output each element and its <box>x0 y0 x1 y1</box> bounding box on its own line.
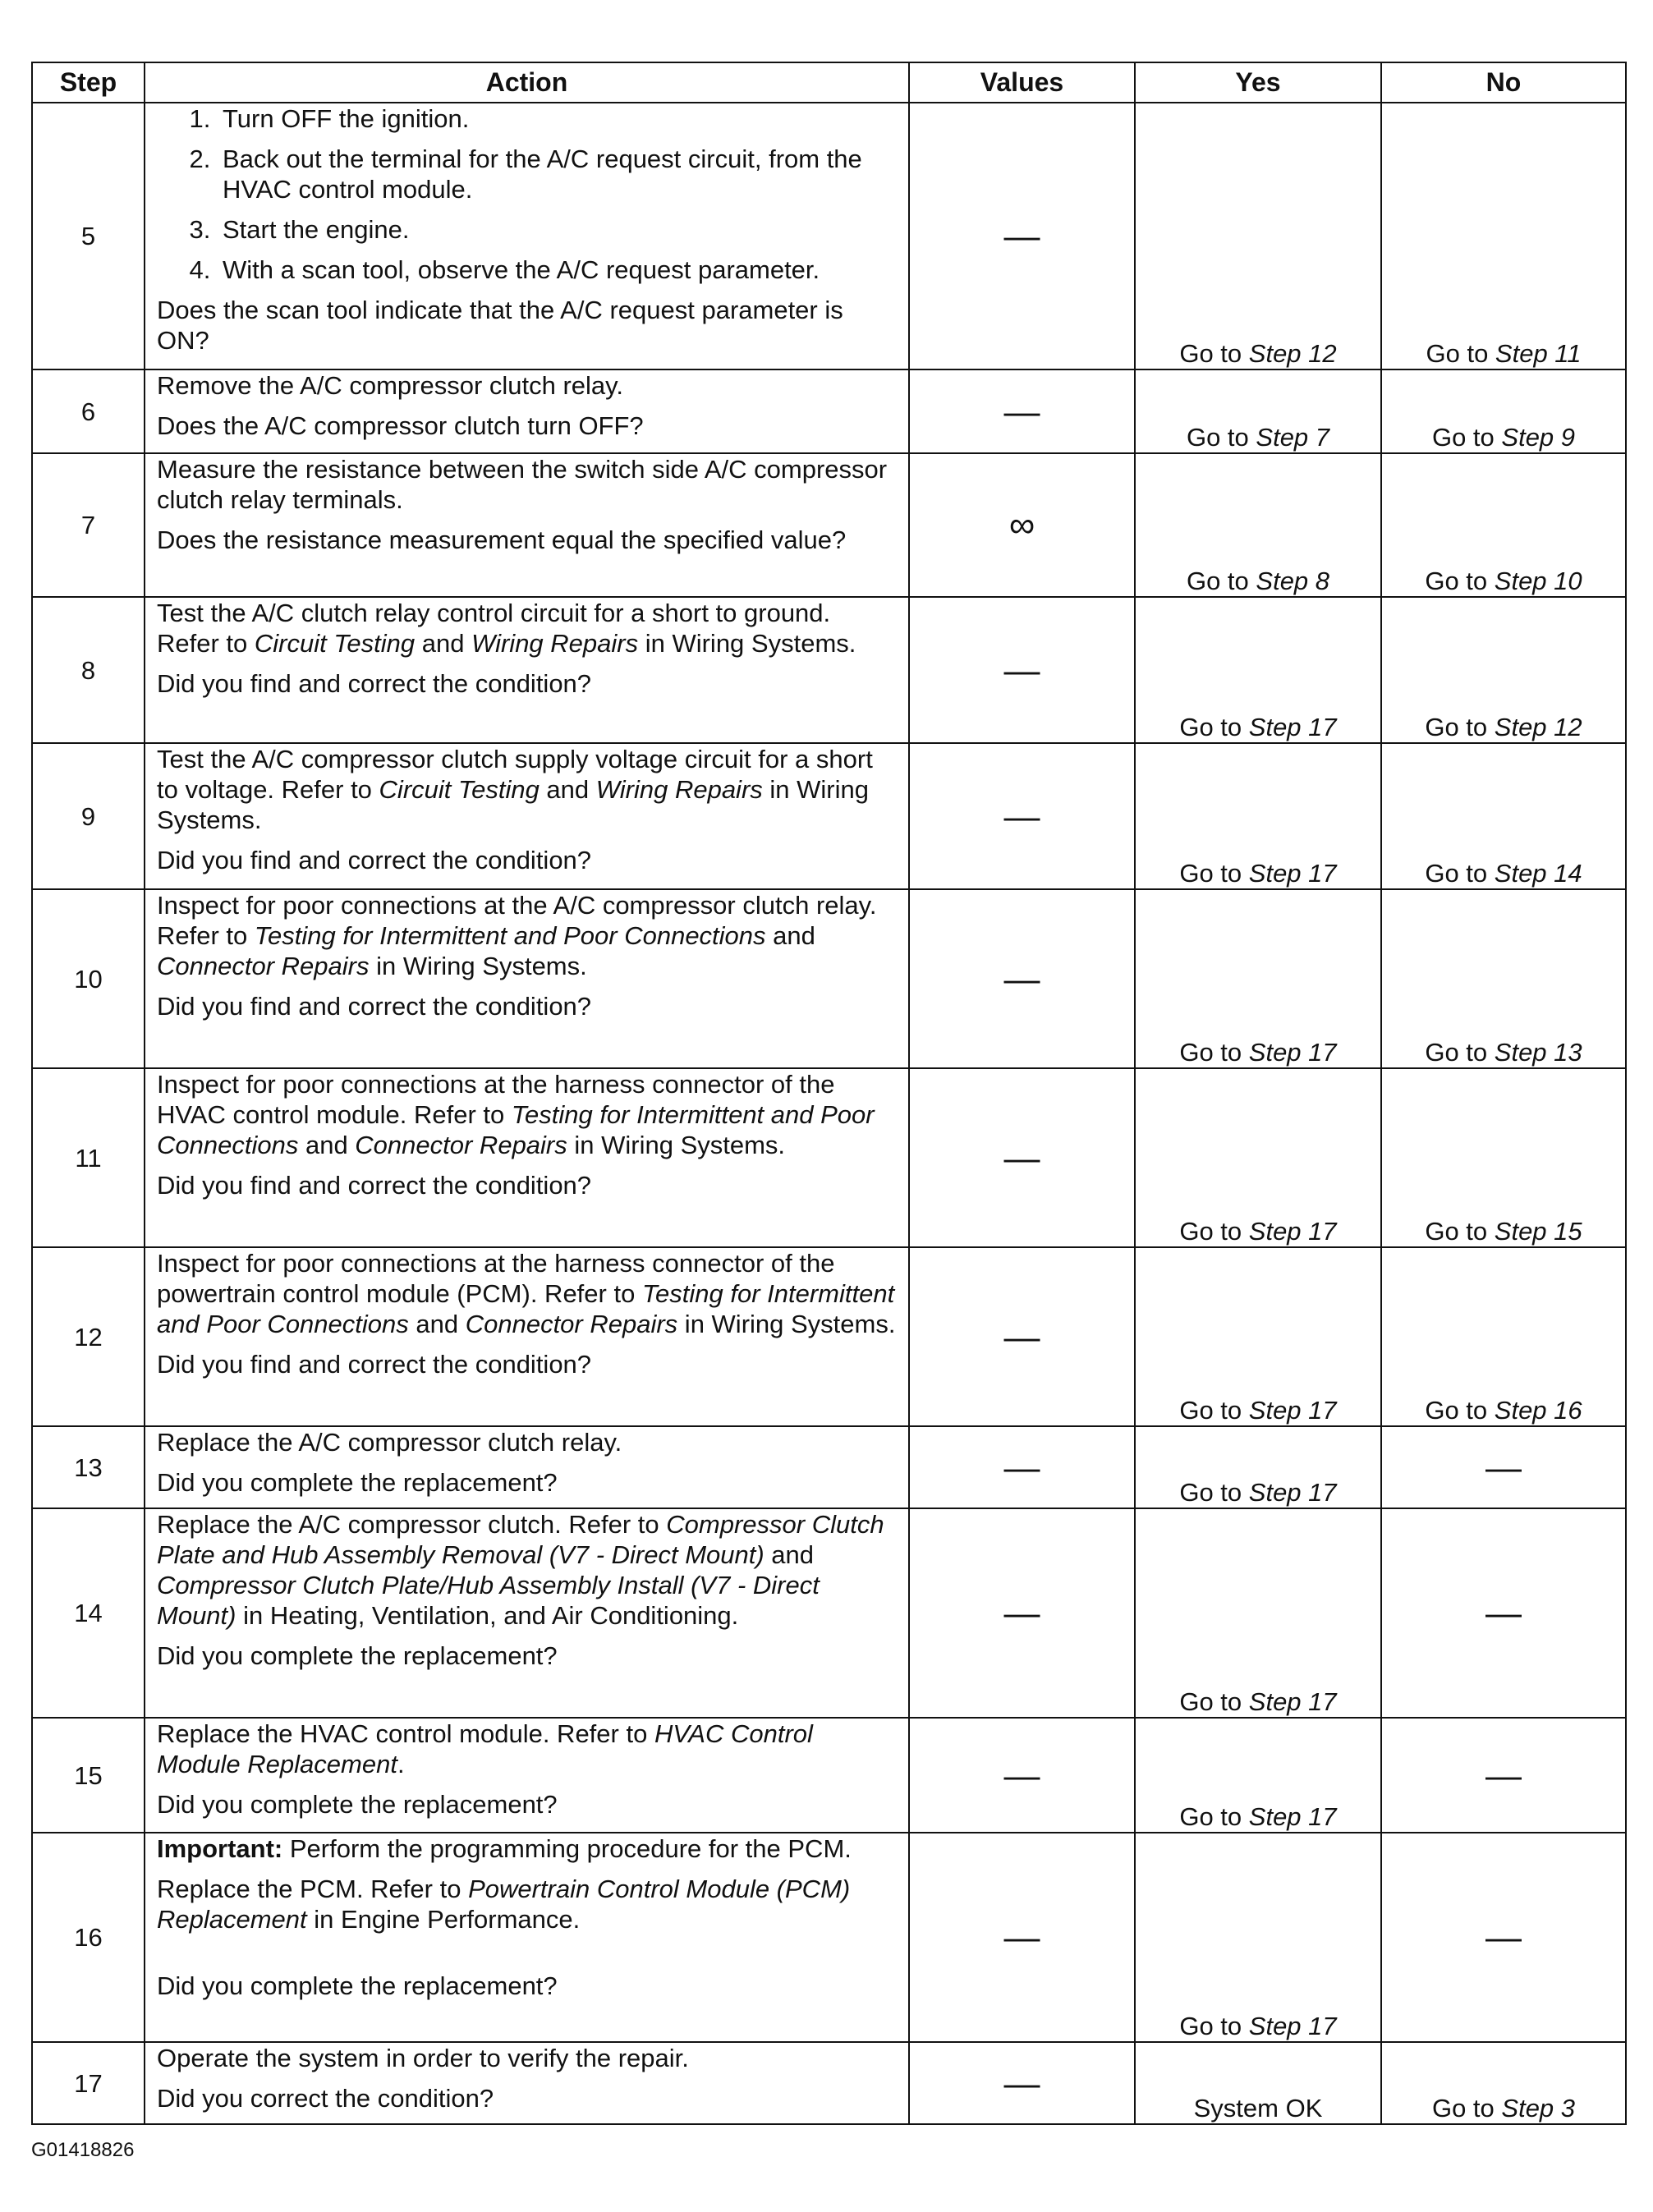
go-to-label: Go to <box>1425 1396 1495 1425</box>
question-text: Did you find and correct the condition? <box>157 1171 592 1200</box>
header-no: No <box>1381 62 1626 103</box>
yes-cell <box>1135 2042 1381 2124</box>
question-text: Did you find and correct the condition? <box>157 846 592 874</box>
values-cell: — <box>909 103 1135 369</box>
action-text-part: in Engine Performance. <box>306 1905 581 1934</box>
values-cell: — <box>909 1426 1135 1508</box>
go-to-label: Go to <box>1431 2094 1502 2123</box>
action-text-part: Replace the A/C compressor clutch. Refer to <box>157 1510 667 1539</box>
values-cell: — <box>909 1247 1135 1426</box>
no-cell <box>1381 453 1626 597</box>
no-cell: — <box>1381 1718 1626 1833</box>
important-text: Perform the programming procedure for the PCM. <box>282 1834 852 1863</box>
step-number: 8 <box>32 597 145 743</box>
step-number: 9 <box>32 743 145 889</box>
action-text: Measure the resistance between the switch side A/C compressor clutch relay terminals. <box>157 455 888 514</box>
action-text-part: Test the A/C compressor clutch supply voltage circuit for a short to voltage. Refer to <box>157 745 873 804</box>
yes-cell <box>1135 1068 1381 1247</box>
yes-cell <box>1135 889 1381 1068</box>
go-to-label: Go to <box>1179 1687 1249 1716</box>
yes-cell <box>1135 1247 1381 1426</box>
go-to-label: Go to <box>1179 859 1249 888</box>
step-link: Step 17 <box>1248 713 1337 741</box>
no-cell <box>1381 369 1626 453</box>
yes-cell <box>1135 1718 1381 1833</box>
no-cell <box>1381 1068 1626 1247</box>
action-text-part: and <box>298 1131 356 1159</box>
action-text-part: Inspect for poor connections at the A/C compressor clutch relay. Refer to <box>157 891 877 950</box>
reference-link: Testing for Intermittent and Poor Connections <box>157 1279 895 1338</box>
step-link: Step 17 <box>1248 1687 1337 1716</box>
action-cell <box>145 597 909 743</box>
step-number: 7 <box>32 453 145 597</box>
step-link: Step 17 <box>1248 1396 1337 1425</box>
action-text <box>157 890 897 981</box>
action-text-part: in Wiring Systems. <box>677 1310 896 1338</box>
table-row <box>32 1833 1626 2042</box>
step-number: 17 <box>32 2042 145 2124</box>
yes-cell <box>1135 743 1381 889</box>
action-cell <box>145 1247 909 1426</box>
yes-cell <box>1135 453 1381 597</box>
question-text: Does the A/C compressor clutch turn OFF? <box>157 411 644 440</box>
no-cell <box>1381 1247 1626 1426</box>
question-text: Did you find and correct the condition? <box>157 669 592 698</box>
values-cell: — <box>909 1718 1135 1833</box>
go-to-label: Go to <box>1425 1217 1495 1246</box>
action-text-part: . <box>397 1750 405 1778</box>
reference-link: Compressor Clutch Plate and Hub Assembly Removal (V7 - Direct Mount) <box>157 1510 884 1569</box>
go-to-label: Go to <box>1431 423 1502 452</box>
values-cell: — <box>909 1508 1135 1718</box>
table-row <box>32 453 1626 597</box>
step-link: Step 17 <box>1248 859 1337 888</box>
action-text-part: in Heating, Ventilation, and Air Conditioning. <box>236 1601 739 1630</box>
step-link: Step 17 <box>1248 1478 1337 1507</box>
reference-link: Powertrain Control Module (PCM) Replacement <box>157 1875 851 1934</box>
go-to-label: Go to <box>1425 859 1495 888</box>
action-text <box>157 1248 897 1339</box>
reference-link: Wiring Repairs <box>471 629 639 658</box>
system-ok-label: System OK <box>1193 2094 1323 2123</box>
action-text-part: Inspect for poor connections at the harness connector of the powertrain control module (PCM). Refer to <box>157 1249 835 1308</box>
no-cell <box>1381 103 1626 369</box>
step-link: Step 17 <box>1248 1802 1337 1831</box>
action-text-part: in Wiring Systems. <box>638 629 856 658</box>
action-cell <box>145 1068 909 1247</box>
reference-link: Connector Repairs <box>465 1310 678 1338</box>
go-to-label: Go to <box>1179 1478 1249 1507</box>
step-number: 13 <box>32 1426 145 1508</box>
reference-link: Testing for Intermittent and Poor Connections <box>254 921 766 950</box>
header-yes: Yes <box>1135 62 1381 103</box>
question-text: Did you complete the replacement? <box>157 1790 558 1819</box>
action-text <box>157 1719 897 1779</box>
reference-link: Connector Repairs <box>157 952 370 980</box>
header-values: Values <box>909 62 1135 103</box>
action-text: Operate the system in order to verify the repair. <box>157 2044 689 2072</box>
go-to-label: Go to <box>1179 2012 1249 2040</box>
values-cell: — <box>909 889 1135 1068</box>
reference-link: Testing for Intermittent and Poor Connections <box>157 1100 875 1159</box>
go-to-label: Go to <box>1425 713 1495 741</box>
step-number: 12 <box>32 1247 145 1426</box>
action-text: Replace the A/C compressor clutch relay. <box>157 1428 622 1457</box>
action-text-part: and <box>764 1540 815 1569</box>
action-step: 4. With a scan tool, observe the A/C request parameter. <box>218 255 897 285</box>
action-cell <box>145 1426 909 1508</box>
step-link: Step 16 <box>1494 1396 1582 1425</box>
action-text-part: Test the A/C clutch relay control circuit for a short to ground. Refer to <box>157 599 831 658</box>
action-text-part: Replace the PCM. Refer to <box>157 1875 469 1903</box>
no-cell <box>1381 889 1626 1068</box>
question-text: Did you complete the replacement? <box>157 1971 558 2000</box>
header-row <box>32 62 1626 103</box>
table-row <box>32 743 1626 889</box>
table-row <box>32 1508 1626 1718</box>
action-cell <box>145 103 909 369</box>
values-cell: — <box>909 1068 1135 1247</box>
table-row <box>32 1718 1626 1833</box>
no-cell <box>1381 597 1626 743</box>
action-cell <box>145 1508 909 1718</box>
table-row <box>32 103 1626 369</box>
step-number: 16 <box>32 1833 145 2042</box>
question-text: Did you find and correct the condition? <box>157 1350 592 1379</box>
header-action: Action <box>145 62 909 103</box>
action-step: 3. Start the engine. <box>218 214 897 245</box>
go-to-label: Go to <box>1186 423 1256 452</box>
values-cell: — <box>909 2042 1135 2124</box>
yes-cell <box>1135 369 1381 453</box>
action-step: 2. Back out the terminal for the A/C request circuit, from the HVAC control module. <box>218 144 897 204</box>
step-link: Step 17 <box>1248 1038 1337 1067</box>
question-text: Did you complete the replacement? <box>157 1468 558 1497</box>
figure-id: G01418826 <box>31 2139 135 2161</box>
step-link: Step 15 <box>1494 1217 1582 1246</box>
go-to-label: Go to <box>1179 1038 1249 1067</box>
important-note <box>157 1833 897 1864</box>
values-cell: — <box>909 1833 1135 2042</box>
action-cell <box>145 453 909 597</box>
action-cell <box>145 369 909 453</box>
table-row <box>32 1426 1626 1508</box>
question-text: Did you find and correct the condition? <box>157 992 592 1021</box>
values-cell: — <box>909 369 1135 453</box>
no-cell: — <box>1381 1833 1626 2042</box>
go-to-label: Go to <box>1179 1396 1249 1425</box>
action-text-part: in Wiring Systems. <box>369 952 587 980</box>
action-text <box>157 744 897 835</box>
action-text <box>157 1069 897 1160</box>
go-to-label: Go to <box>1179 339 1249 368</box>
step-link: Step 8 <box>1256 567 1330 595</box>
no-cell: — <box>1381 1426 1626 1508</box>
step-number: 5 <box>32 103 145 369</box>
action-text-part: in Wiring Systems. <box>567 1131 786 1159</box>
go-to-label: Go to <box>1186 567 1256 595</box>
question-text: Does the scan tool indicate that the A/C request parameter is ON? <box>157 296 843 355</box>
step-link: Step 7 <box>1256 423 1330 452</box>
step-number: 15 <box>32 1718 145 1833</box>
action-cell <box>145 1718 909 1833</box>
go-to-label: Go to <box>1425 1038 1495 1067</box>
action-steps <box>157 103 897 285</box>
reference-link: Wiring Repairs <box>595 775 763 804</box>
reference-link: HVAC Control Module Replacement <box>157 1719 813 1778</box>
action-cell <box>145 1833 909 2042</box>
diagnostic-table <box>31 62 1627 2125</box>
action-text-part: and <box>415 629 472 658</box>
step-link: Step 11 <box>1495 339 1582 368</box>
question-text: Does the resistance measurement equal the specified value? <box>157 525 847 554</box>
step-link: Step 12 <box>1494 713 1582 741</box>
step-number: 10 <box>32 889 145 1068</box>
table-row <box>32 597 1626 743</box>
reference-link: Connector Repairs <box>355 1131 567 1159</box>
reference-link: Circuit Testing <box>379 775 540 804</box>
action-text-part: and <box>539 775 596 804</box>
table-row <box>32 369 1626 453</box>
action-cell <box>145 743 909 889</box>
important-label: Important: <box>157 1834 283 1863</box>
action-text-part: and <box>408 1310 466 1338</box>
yes-cell <box>1135 1426 1381 1508</box>
reference-link: Circuit Testing <box>254 629 416 658</box>
step-number: 6 <box>32 369 145 453</box>
step-link: Step 17 <box>1248 1217 1337 1246</box>
step-link: Step 14 <box>1494 859 1582 888</box>
action-text <box>157 1509 897 1631</box>
action-text <box>157 1874 897 1934</box>
action-step: 1. Turn OFF the ignition. <box>218 103 897 134</box>
step-link: Step 10 <box>1494 567 1582 595</box>
action-text <box>157 598 897 659</box>
go-to-label: Go to <box>1426 339 1495 368</box>
header-step: Step <box>32 62 145 103</box>
table-row <box>32 889 1626 1068</box>
yes-cell <box>1135 1508 1381 1718</box>
no-cell <box>1381 743 1626 889</box>
table-row <box>32 2042 1626 2124</box>
step-number: 14 <box>32 1508 145 1718</box>
action-text-part: and <box>765 921 815 950</box>
step-link: Step 3 <box>1501 2094 1576 2123</box>
table-row <box>32 1247 1626 1426</box>
yes-cell <box>1135 597 1381 743</box>
go-to-label: Go to <box>1179 1217 1249 1246</box>
action-text-part: Inspect for poor connections at the harness connector of the HVAC control module. Refer to <box>157 1070 835 1129</box>
action-text: Remove the A/C compressor clutch relay. <box>157 371 623 400</box>
yes-cell <box>1135 103 1381 369</box>
go-to-label: Go to <box>1179 1802 1249 1831</box>
action-cell <box>145 889 909 1068</box>
values-cell: ∞ <box>909 453 1135 597</box>
step-link: Step 12 <box>1248 339 1337 368</box>
reference-link: Compressor Clutch Plate/Hub Assembly Install (V7 - Direct Mount) <box>157 1571 820 1630</box>
table-row <box>32 1068 1626 1247</box>
step-number: 11 <box>32 1068 145 1247</box>
question-text: Did you correct the condition? <box>157 2084 494 2113</box>
no-cell <box>1381 2042 1626 2124</box>
step-link: Step 9 <box>1501 423 1576 452</box>
yes-cell <box>1135 1833 1381 2042</box>
question-text: Did you complete the replacement? <box>157 1641 558 1670</box>
step-link: Step 17 <box>1248 2012 1337 2040</box>
go-to-label: Go to <box>1179 713 1249 741</box>
action-cell <box>145 2042 909 2124</box>
action-text-part: Replace the HVAC control module. Refer to <box>157 1719 654 1748</box>
values-cell: — <box>909 597 1135 743</box>
values-cell: — <box>909 743 1135 889</box>
go-to-label: Go to <box>1425 567 1495 595</box>
no-cell: — <box>1381 1508 1626 1718</box>
action-text-part: in Wiring Systems. <box>157 775 869 834</box>
step-link: Step 13 <box>1494 1038 1582 1067</box>
